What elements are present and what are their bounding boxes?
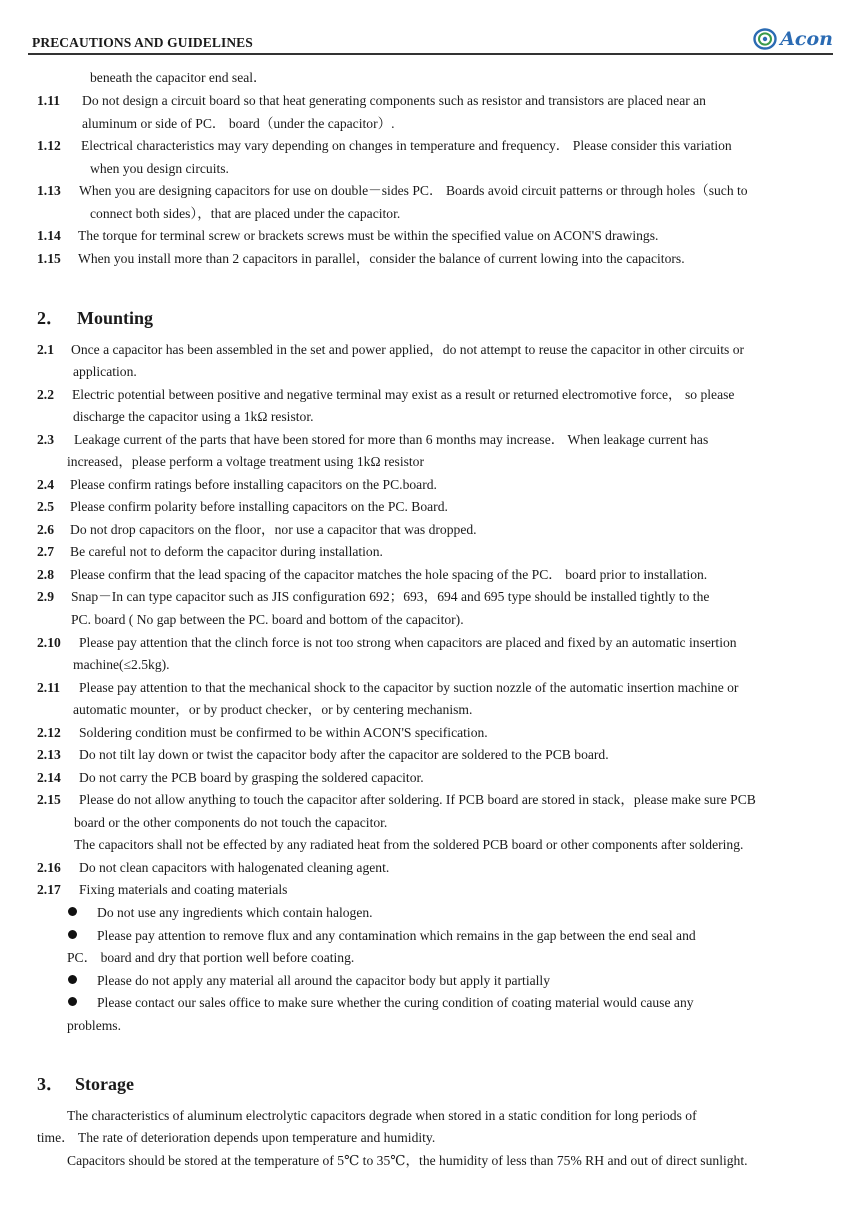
item-text: Electrical characteristics may vary depending on changes in temperature and frequency． Please consider this variation [81, 138, 732, 153]
acon-logo [753, 28, 833, 50]
item-number: 2.10 [37, 635, 61, 650]
item-text: Please do not allow anything to touch the capacitor after soldering. If PCB board are stored in stack，please make sure PCB [79, 792, 756, 807]
bullet-text: Please pay attention to remove flux and any contamination which remains in the gap between the end seal and [97, 928, 696, 943]
item-2-1 [37, 339, 827, 362]
item-text: Do not tilt lay down or twist the capacitor body after the capacitor are soldered to the PCB board. [79, 747, 609, 762]
item-2-2-cont: discharge the capacitor using a 1kΩ resistor. [73, 409, 314, 424]
item-2-15 [37, 789, 827, 812]
item-number: 2.3 [37, 432, 54, 447]
item-1-11-cont: aluminum or side of PC． board（under the capacitor）. [82, 116, 395, 131]
item-text: Electric potential between positive and negative terminal may exist as a result or returned electromotive force， so please [72, 387, 735, 402]
item-2-3-cont: increased，please perform a voltage treatment using 1kΩ resistor [67, 454, 424, 469]
bullet-item [37, 925, 827, 948]
item-2-14 [37, 767, 827, 790]
item-1-13 [37, 180, 827, 203]
section-number: 2． [37, 308, 64, 328]
header-title: PRECAUTIONS AND GUIDELINES [32, 35, 253, 50]
item-1-12 [37, 135, 827, 158]
item-text: Do not carry the PCB board by grasping the soldered capacitor. [79, 770, 424, 785]
item-2-2 [37, 384, 827, 407]
bullet-item [37, 992, 827, 1015]
acon-logo-icon [753, 28, 777, 50]
item-text: Please pay attention to that the mechanical shock to the capacitor by suction nozzle of the automatic insertion machine or [79, 680, 739, 695]
item-2-1-cont: application. [73, 364, 137, 379]
item-number: 1.14 [37, 228, 61, 243]
section-number: 3． [37, 1074, 64, 1094]
bullet-icon [68, 997, 77, 1006]
storage-conditions: Capacitors should be stored at the temperature of 5℃ to 35℃，the humidity of less than 75% RH and out of direct sunlight. [67, 1153, 748, 1168]
bullet-text: Please do not apply any material all around the capacitor body but apply it partially [97, 973, 550, 988]
storage-paragraph-cont: time． The rate of deterioration depends upon temperature and humidity. [37, 1130, 436, 1145]
item-1-11 [37, 90, 827, 113]
item-number: 2.4 [37, 477, 54, 492]
item-text: When you are designing capacitors for use on double－sides PC． Boards avoid circuit patterns or through holes（such to [79, 183, 748, 198]
bullet-text: Do not use any ingredients which contain halogen. [97, 905, 373, 920]
item-number: 2.15 [37, 792, 61, 807]
item-text: When you install more than 2 capacitors in parallel，consider the balance of current lowing into the capacitors. [78, 251, 685, 266]
item-text: Please confirm that the lead spacing of the capacitor matches the hole spacing of the PC． board prior to installation. [70, 567, 708, 582]
item-1-15 [37, 248, 827, 271]
item-2-7 [37, 541, 827, 564]
item-2-9 [37, 586, 827, 609]
item-number: 2.7 [37, 544, 54, 559]
item-1-12-cont: when you design circuits. [90, 161, 229, 176]
header-rule [28, 53, 833, 55]
item-number: 2.9 [37, 589, 54, 604]
item-2-15-cont: board or the other components do not touch the capacitor. [74, 815, 388, 830]
bullet-item [37, 970, 827, 993]
item-2-9-cont: PC. board ( No gap between the PC. board and bottom of the capacitor). [71, 612, 464, 627]
item-2-10-cont: machine(≤2.5kg). [73, 657, 170, 672]
section-heading-storage [37, 1070, 134, 1096]
item-2-12 [37, 722, 827, 745]
item-number: 1.15 [37, 251, 61, 266]
item-2-15-note: The capacitors shall not be effected by any radiated heat from the soldered PCB board or other components after soldering. [74, 837, 744, 852]
item-number: 2.1 [37, 342, 54, 357]
item-number: 2.2 [37, 387, 54, 402]
item-text: Leakage current of the parts that have been stored for more than 6 months may increase． When leakage current has [74, 432, 709, 447]
item-2-5 [37, 496, 827, 519]
item-2-6 [37, 519, 827, 542]
item-number: 2.14 [37, 770, 61, 785]
item-text: Soldering condition must be confirmed to be within ACON'S specification. [79, 725, 488, 740]
item-text: Please pay attention that the clinch force is not too strong when capacitors are placed and fixed by an automatic insertion [79, 635, 737, 650]
item-number: 2.5 [37, 499, 54, 514]
logo-wordmark: Acon [780, 28, 833, 50]
item-text: Once a capacitor has been assembled in the set and power applied，do not attempt to reuse the capacitor in other circuits or [71, 342, 745, 357]
item-1-13-cont: connect both sides），that are placed under the capacitor. [90, 206, 401, 221]
item-2-3 [37, 429, 827, 452]
item-1-14 [37, 225, 827, 248]
item-number: 2.13 [37, 747, 61, 762]
item-number: 2.17 [37, 882, 61, 897]
item-number: 2.8 [37, 567, 54, 582]
section-heading-mounting [37, 304, 153, 330]
item-number: 1.11 [37, 93, 61, 108]
item-number: 2.12 [37, 725, 61, 740]
item-2-11 [37, 677, 827, 700]
item-number: 1.13 [37, 183, 61, 198]
item-text: Fixing materials and coating materials [79, 882, 288, 897]
paragraph-line: beneath the capacitor end seal． [90, 70, 267, 85]
item-text: Do not design a circuit board so that heat generating components such as resistor and transistors are placed near an [82, 93, 706, 108]
item-2-4 [37, 474, 827, 497]
item-text: Please confirm ratings before installing capacitors on the PC.board. [70, 477, 437, 492]
item-text: The torque for terminal screw or brackets screws must be within the specified value on ACON'S drawings. [78, 228, 659, 243]
item-2-11-cont: automatic mounter，or by product checker，or by centering mechanism. [73, 702, 473, 717]
section-title: Mounting [77, 308, 154, 328]
item-text: Do not clean capacitors with halogenated cleaning agent. [79, 860, 390, 875]
item-number: 2.16 [37, 860, 61, 875]
bullet-icon [68, 975, 77, 984]
item-number: 1.12 [37, 138, 61, 153]
section-title: Storage [75, 1074, 134, 1094]
item-2-13 [37, 744, 827, 767]
item-text: Do not drop capacitors on the floor，nor use a capacitor that was dropped. [70, 522, 477, 537]
item-2-16 [37, 857, 827, 880]
item-2-17 [37, 879, 827, 902]
item-2-8 [37, 564, 827, 587]
item-2-10 [37, 632, 827, 655]
storage-paragraph: The characteristics of aluminum electrolytic capacitors degrade when stored in a static condition for long periods of [67, 1108, 697, 1123]
bullet-icon [68, 907, 77, 916]
item-text: Snap－In can type capacitor such as JIS configuration 692；693，694 and 695 type should be installed tightly to the [71, 589, 710, 604]
item-number: 2.6 [37, 522, 54, 537]
item-text: Please confirm polarity before installing capacitors on the PC. Board. [70, 499, 448, 514]
bullet-item-cont: problems. [67, 1018, 121, 1033]
bullet-text: Please contact our sales office to make sure whether the curing condition of coating material would cause any [97, 995, 694, 1010]
bullet-icon [68, 930, 77, 939]
item-text: Be careful not to deform the capacitor during installation. [70, 544, 383, 559]
bullet-item [37, 902, 827, 925]
bullet-item-cont: PC． board and dry that portion well before coating. [67, 950, 355, 965]
item-number: 2.11 [37, 680, 61, 695]
